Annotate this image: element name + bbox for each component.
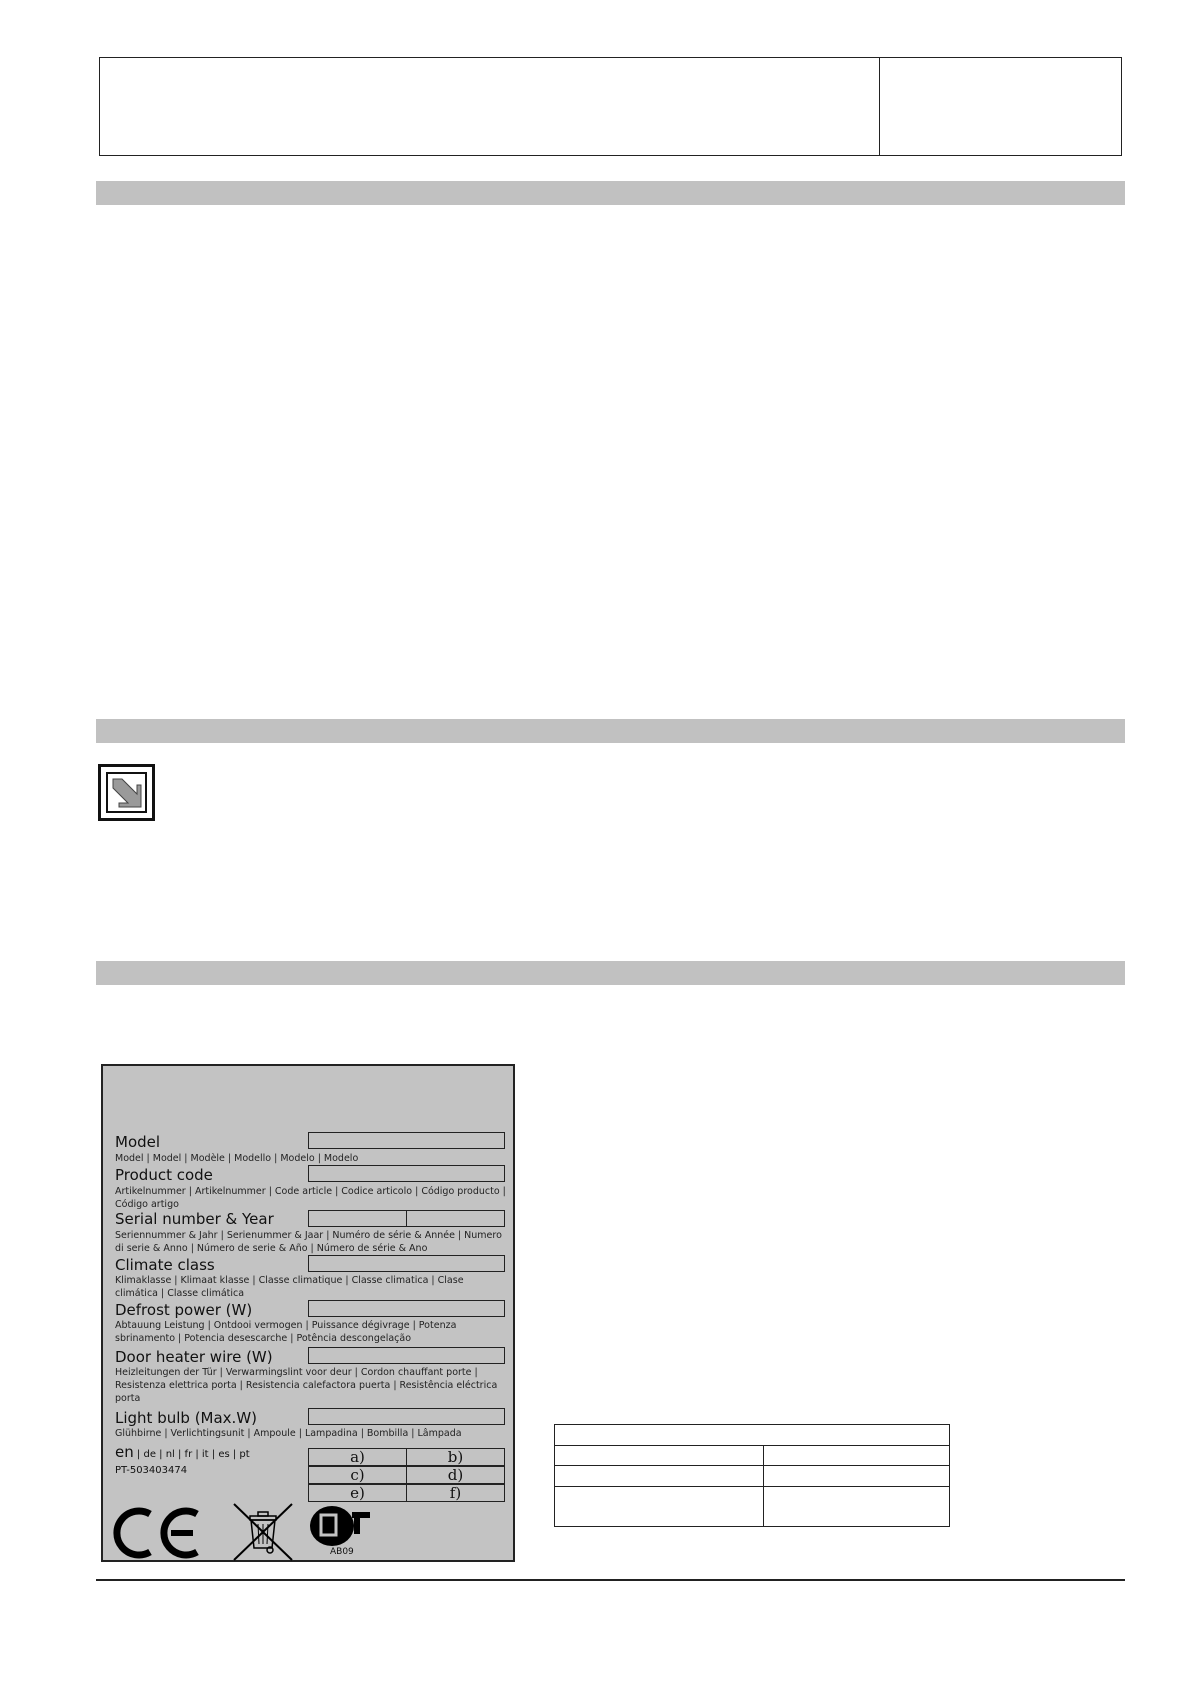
plate-field-climate-class [308,1255,505,1272]
footer-rule [96,1579,1125,1581]
plate-translations-product-code: Artikelnummer | Artikelnummer | Code article | Codice articolo | Código producto | Código artigo [115,1186,506,1210]
header-box [99,57,1122,156]
plate-field-serial [308,1210,407,1227]
rating-plate [101,1064,515,1562]
plate-label-door-heater: Door heater wire (W) [115,1348,273,1366]
reference-table [554,1424,950,1527]
plate-cell-e: e) [308,1484,407,1502]
ce-mark-icon [113,1506,203,1560]
gost-r-pct-icon [308,1504,376,1548]
plate-label-defrost-power: Defrost power (W) [115,1301,253,1319]
plate-cert-code: AB09 [330,1547,354,1557]
plate-field-defrost-power [308,1300,505,1317]
plate-cell-d: d) [406,1466,505,1484]
plate-field-model [308,1132,505,1149]
plate-label-light-bulb: Light bulb (Max.W) [115,1409,258,1427]
plate-cell-b: b) [406,1448,505,1466]
plate-label-climate-class: Climate class [115,1256,215,1274]
plate-field-year [406,1210,505,1227]
section-bar-3 [96,961,1125,985]
lang-others: | de | nl | fr | it | es | pt [133,1449,250,1460]
plate-languages [115,1443,250,1461]
plate-field-light-bulb [308,1408,505,1425]
plate-field-door-heater [308,1347,505,1364]
plate-field-product-code [308,1165,505,1182]
section-bar-1 [96,181,1125,205]
plate-translations-light-bulb: Glühbirne | Verlichtingsunit | Ampoule | Lampadina | Bombilla | Lâmpada [115,1428,462,1439]
lang-primary: en [115,1443,134,1461]
ref-table-hline-1 [555,1445,949,1446]
ref-table-hline-3 [555,1486,949,1487]
plate-label-model: Model [115,1133,161,1151]
ref-table-vline [763,1445,764,1526]
plate-translations-model: Model | Model | Modèle | Modello | Modelo | Modelo [115,1153,359,1164]
plate-translations-serial-year: Seriennummer & Jahr | Serienummer & Jaar | Numéro de série & Année | Numero di serie & Anno | Número de serie & Año | Número de série & Ano [115,1230,502,1254]
plate-translations-door-heater: Heizleitungen der Tür | Verwarmingslint voor deur | Cordon chauffant porte | Resistenza elettrica porta | Resistencia calefactora puerta | Resistência eléctrica porta [115,1367,498,1404]
plate-cell-c: c) [308,1466,407,1484]
plate-label-serial-year: Serial number & Year [115,1210,274,1228]
plate-translations-defrost-power: Abtauung Leistung | Ontdooi vermogen | Puissance dégivrage | Potenza sbrinamento | Potencia desescarche | Potência descongelação [115,1320,457,1344]
plate-translations-climate-class: Klimaklasse | Klimaat klasse | Classe climatique | Classe climatica | Clase climática | Classe climática [115,1275,464,1299]
plate-cell-f: f) [406,1484,505,1502]
plate-label-product-code: Product code [115,1166,213,1184]
ref-table-hline-2 [555,1465,949,1466]
header-divider [879,57,880,156]
section-bar-2 [96,719,1125,743]
plate-cell-a: a) [308,1448,407,1466]
weee-crossed-bin-icon [228,1502,298,1562]
arrow-down-right-icon [98,764,155,821]
plate-part-code: PT-503403474 [115,1465,188,1476]
